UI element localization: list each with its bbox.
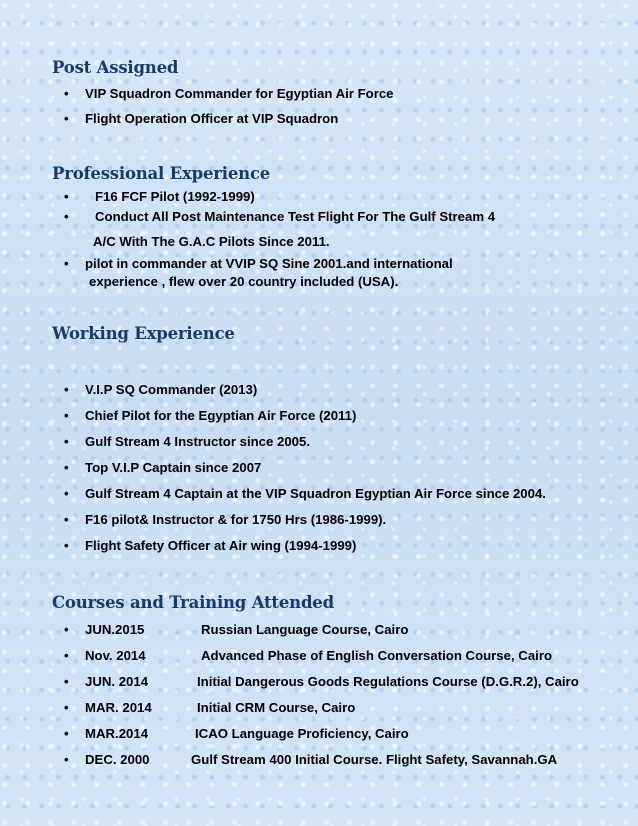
course-date: MAR. 2014 [85,700,152,715]
course-name: ICAO Language Proficiency, Cairo [195,726,409,741]
section-title-post-assigned: Post Assigned [52,58,179,77]
bullet-icon: • [64,512,69,527]
course-date: DEC. 2000 [85,752,150,767]
course-date: Nov. 2014 [85,648,146,663]
list-item-text: F16 pilot& Instructor & for 1750 Hrs (1986-1999). [85,512,387,527]
bullet-icon: • [64,111,69,126]
bullet-icon: • [64,752,69,767]
list-item-text: Gulf Stream 4 Captain at the VIP Squadron Egyptian Air Force since 2004. [85,486,546,501]
list-item-text: Gulf Stream 4 Instructor since 2005. [85,434,311,449]
list-item-text: Flight Safety Officer at Air wing (1994-1999) [85,538,357,553]
bullet-icon: • [64,726,69,741]
list-item-text: Conduct All Post Maintenance Test Flight For The Gulf Stream 4 [95,209,496,224]
bullet-icon: • [64,460,69,475]
bullet-icon: • [64,674,69,689]
section-title-working-experience: Working Experience [52,324,235,343]
list-item-text: F16 FCF Pilot (1992-1999) [95,189,255,204]
bullet-icon: • [64,700,69,715]
list-item-continuation: experience , flew over 20 country included (USA). [89,274,399,289]
section-title-professional-experience: Professional Experience [52,164,271,183]
course-date: JUN.2015 [85,622,145,637]
course-date: MAR.2014 [85,726,149,741]
course-name: Advanced Phase of English Conversation Course, Cairo [201,648,553,663]
list-item-text: Flight Operation Officer at VIP Squadron [85,111,339,126]
list-item-text: V.I.P SQ Commander (2013) [85,382,258,397]
bullet-icon: • [64,622,69,637]
list-item-text: pilot in commander at VVIP SQ Sine 2001.and international [85,256,453,271]
bullet-icon: • [64,486,69,501]
list-item-text: Top V.I.P Captain since 2007 [85,460,262,475]
course-name: Russian Language Course, Cairo [201,622,409,637]
section-title-courses: Courses and Training Attended [52,593,334,612]
bullet-icon: • [64,86,69,101]
course-name: Gulf Stream 400 Initial Course. Flight Safety, Savannah.GA [191,752,558,767]
list-item-text: Chief Pilot for the Egyptian Air Force (2011) [85,408,357,423]
bullet-icon: • [64,256,69,271]
list-item-text: VIP Squadron Commander for Egyptian Air Force [85,86,394,101]
course-date: JUN. 2014 [85,674,149,689]
bullet-icon: • [64,538,69,553]
bullet-icon: • [64,189,69,204]
bullet-icon: • [64,209,69,224]
bullet-icon: • [64,408,69,423]
list-item-continuation: A/C With The G.A.C Pilots Since 2011. [93,234,330,249]
bullet-icon: • [64,648,69,663]
bullet-icon: • [64,382,69,397]
bullet-icon: • [64,434,69,449]
course-name: Initial Dangerous Goods Regulations Course (D.G.R.2), Cairo [197,674,579,689]
course-name: Initial CRM Course, Cairo [197,700,356,715]
